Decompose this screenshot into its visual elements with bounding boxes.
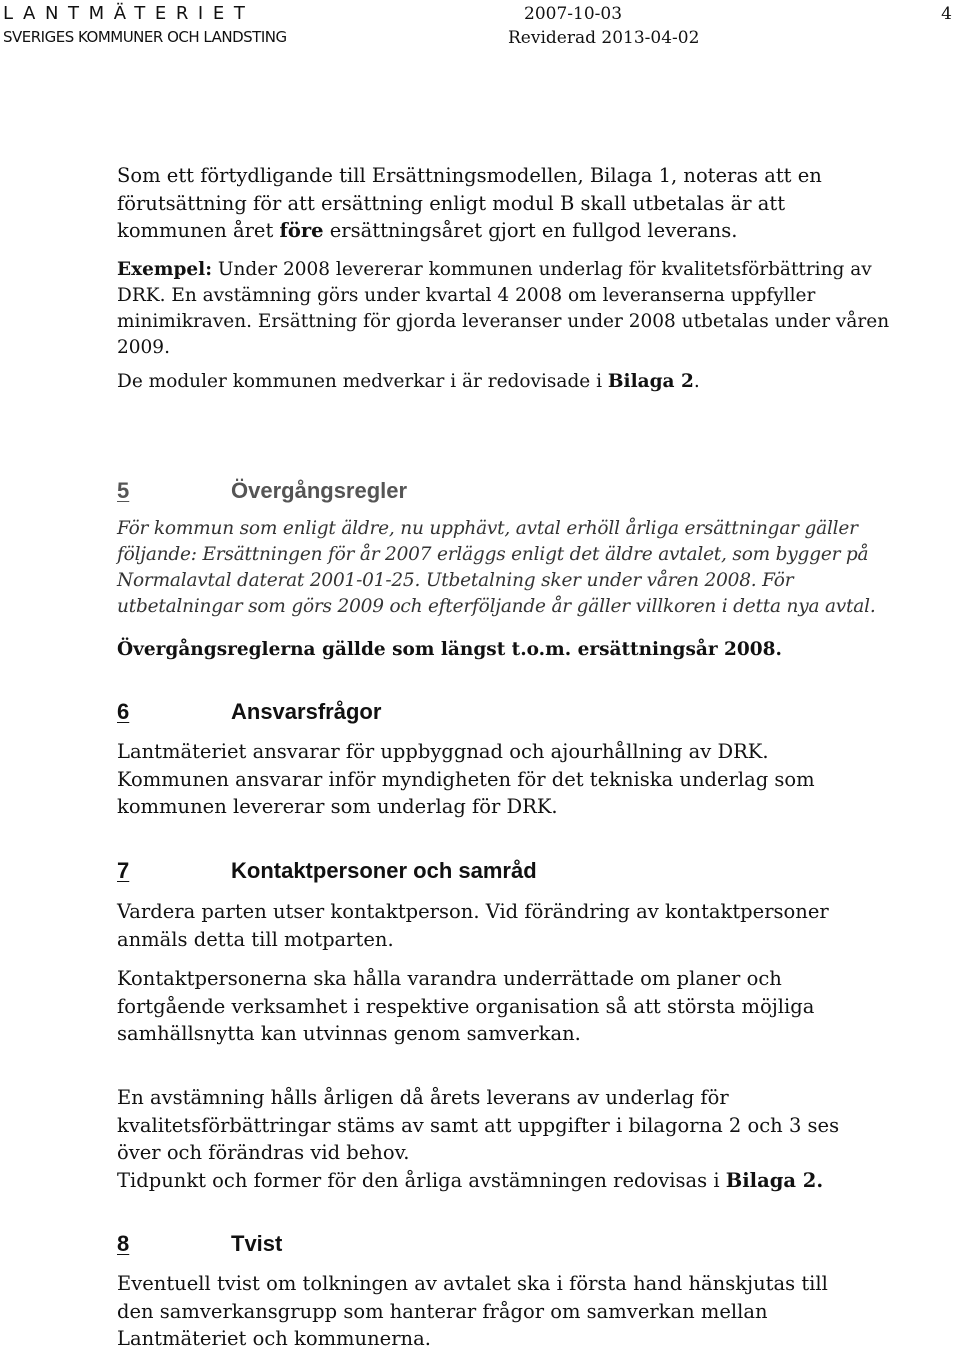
contact-paragraph-3 bbox=[117, 1084, 947, 1194]
section-6-heading bbox=[117, 698, 381, 726]
text-span: ersättningsåret gjort en fullgod leverans. bbox=[323, 219, 738, 242]
text-line: DRK. En avstämning görs under kvartal 4 2008 om leveranserna uppfyller bbox=[117, 285, 816, 306]
text-line: fortgående verksamhet i respektive organisation så att största möjliga bbox=[117, 994, 815, 1018]
text-line: minimikraven. Ersättning för gjorda leveranser under 2008 utbetalas under våren bbox=[117, 311, 890, 332]
text-line: samhällsnytta kan utvinnas genom samverkan. bbox=[117, 1022, 581, 1045]
text-span: Tidpunkt och former för den årliga avstämningen redovisas i bbox=[117, 1168, 726, 1192]
section-number: 6 bbox=[117, 699, 130, 724]
example-label: Exempel: bbox=[117, 259, 213, 280]
section-number: 8 bbox=[117, 1231, 130, 1256]
transition-rules-paragraph bbox=[117, 516, 947, 620]
text-line: kommunen levererar som underlag för DRK. bbox=[117, 795, 558, 818]
text-line bbox=[117, 257, 947, 283]
text-span: . bbox=[693, 371, 700, 392]
section-number: 7 bbox=[117, 858, 130, 883]
text-line: följande: Ersättningen för år 2007 erläggs enligt det äldre avtalet, som bygger på bbox=[117, 544, 869, 565]
bilaga-reference: Bilaga 2 bbox=[607, 371, 694, 392]
text-line: En avstämning hålls årligen då årets leverans av underlag för bbox=[117, 1086, 729, 1109]
dispute-paragraph bbox=[117, 1270, 947, 1353]
responsibility-paragraph bbox=[117, 738, 947, 821]
modules-line bbox=[117, 369, 947, 395]
text-span: Under 2008 levererar kommunen underlag för kvalitetsförbättring av bbox=[212, 259, 872, 280]
section-number: 5 bbox=[117, 478, 130, 503]
text-line: Kontaktpersonerna ska hålla varandra underrättade om planer och bbox=[117, 967, 782, 990]
intro-paragraph bbox=[117, 162, 947, 245]
text-line: den samverkansgrupp som hanterar frågor om samverkan mellan bbox=[117, 1299, 768, 1323]
section-title: Tvist bbox=[231, 1231, 283, 1256]
text-line: Normalavtal daterat 2001-01-25. Utbetalning sker under våren 2008. För bbox=[117, 570, 794, 591]
contact-paragraph-1 bbox=[117, 898, 947, 953]
brand-name: LANTMÄTERIET bbox=[3, 3, 255, 24]
text-span: . bbox=[816, 1168, 824, 1192]
example-paragraph bbox=[117, 257, 947, 361]
text-line: Vardera parten utser kontaktperson. Vid förändring av kontaktpersoner bbox=[117, 900, 829, 923]
section-title: Övergångsregler bbox=[231, 478, 408, 503]
text-line: 2009. bbox=[117, 337, 170, 358]
transition-rules-summary: Övergångsreglerna gällde som längst t.o.m. ersättningsår 2008. bbox=[117, 639, 782, 660]
revised-date: Reviderad 2013-04-02 bbox=[508, 28, 700, 48]
text-line: över och förändras vid behov. bbox=[117, 1141, 410, 1164]
document-header-left bbox=[3, 2, 287, 47]
text-line bbox=[117, 217, 947, 245]
text-line: Lantmäteriet och kommunerna. bbox=[117, 1327, 431, 1350]
text-span: kommunen året bbox=[117, 219, 280, 242]
text-line bbox=[117, 1167, 947, 1195]
section-5-heading bbox=[117, 477, 407, 505]
bilaga-reference: Bilaga 2 bbox=[725, 1168, 817, 1192]
document-date: 2007-10-03 bbox=[524, 4, 623, 24]
text-line: För kommun som enligt äldre, nu upphävt, avtal erhöll årliga ersättningar gäller bbox=[117, 518, 858, 539]
text-span: De moduler kommunen medverkar i är redovisade i bbox=[117, 371, 608, 392]
text-line: kvalitetsförbättringar stäms av samt att uppgifter i bilagorna 2 och 3 ses bbox=[117, 1113, 840, 1137]
document-header-dates bbox=[508, 2, 699, 50]
section-8-heading bbox=[117, 1230, 282, 1258]
contact-paragraph-2 bbox=[117, 965, 947, 1048]
text-line: anmäls detta till motparten. bbox=[117, 927, 394, 951]
text-line: utbetalningar som görs 2009 och efterföljande år gäller villkoren i detta nya avtal. bbox=[117, 596, 876, 617]
brand-subtitle: SVERIGES KOMMUNER OCH LANDSTING bbox=[3, 28, 287, 46]
text-line: Eventuell tvist om tolkningen av avtalet ska i första hand hänskjutas till bbox=[117, 1272, 828, 1295]
text-line: Som ett förtydligande till Ersättningsmodellen, Bilaga 1, noteras att en bbox=[117, 164, 822, 187]
text-line: Lantmäteriet ansvarar för uppbyggnad och ajourhållning av DRK. bbox=[117, 740, 769, 763]
page-number: 4 bbox=[941, 4, 952, 24]
emphasis-before: före bbox=[279, 219, 324, 242]
text-line: Kommunen ansvarar inför myndigheten för det tekniska underlag som bbox=[117, 767, 815, 791]
section-title: Kontaktpersoner och samråd bbox=[231, 858, 537, 883]
text-line: förutsättning för att ersättning enligt modul B skall utbetalas är att bbox=[117, 191, 786, 215]
section-7-heading bbox=[117, 857, 537, 885]
section-title: Ansvarsfrågor bbox=[231, 699, 382, 724]
